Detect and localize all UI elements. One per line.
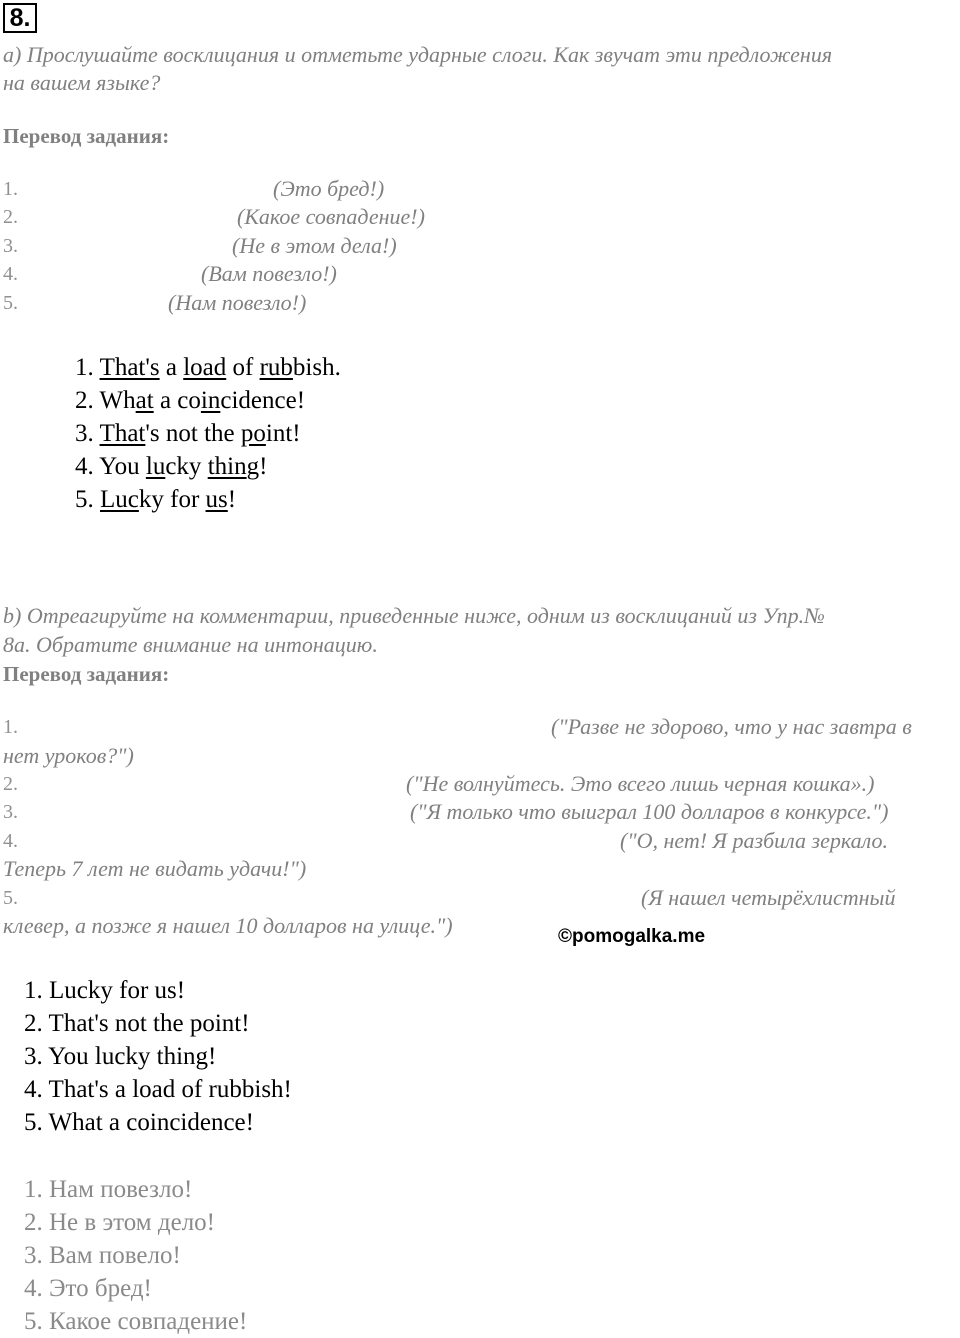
comment-number: 1. [3,716,18,738]
answer-line [75,450,267,483]
translation-text: (Не в этом дела!) [232,233,397,258]
answer-text: 5. [75,486,100,513]
comment-text: ("О, нет! Я разбила зеркало. [620,828,888,853]
stressed-syllable: in [200,387,221,414]
russian-answer-line: 3. Вам повело! [24,1242,181,1269]
answer-text: int! [265,420,301,447]
stressed-syllable: load [183,354,227,381]
translation-text: (Нам повезло!) [168,290,307,315]
answer-line: 1. Lucky for us! [24,977,186,1004]
answer-text: ky for [138,486,206,513]
comment-text: ("Я только что выиграл 100 долларов в конкурсе.") [410,799,889,824]
comment-number: 3. [3,801,18,823]
answer-text: a [159,354,184,381]
stressed-syllable: po [240,420,266,447]
stressed-syllable: us [205,486,228,513]
answer-text: 1. [75,354,100,381]
part-a-task-line-2: на вашем языке? [3,70,161,95]
part-b-task-line-2: 8a. Обратите внимание на интонацию. [3,632,378,657]
part-b-task-line-1: b) Отреагируйте на комментарии, приведенные ниже, одним из восклицаний из Упр.№ [3,603,825,628]
translation-number: 3. [3,235,18,257]
answer-text: 's not the [145,420,241,447]
translation-text: (Какое совпадение!) [237,204,425,229]
translation-number: 1. [3,178,18,200]
stressed-syllable: rub [259,354,293,381]
comment-continuation: нет уроков?") [3,743,134,768]
russian-answer-line: 4. Это бред! [24,1275,152,1302]
watermark: ©pomogalka.me [558,926,706,947]
comment-text: (Я нашел четырёхлистный [641,885,896,910]
translation-number: 5. [3,292,18,314]
russian-answer-line: 5. Какое совпадение! [24,1308,248,1335]
comment-continuation: клевер, а позже я нашел 10 долларов на улице.") [3,913,453,938]
translation-number: 4. [3,263,18,285]
russian-answer-line: 2. Не в этом дело! [24,1209,215,1236]
stressed-syllable: That [99,420,146,447]
answer-text: 3. [75,420,100,447]
translation-text: (Вам повезло!) [201,261,337,286]
part-a-heading: Перевод задания: [3,124,170,148]
stressed-syllable: Luc [100,486,139,513]
stressed-syllable: thin [207,453,247,480]
answer-text: 2. Wh [75,387,136,414]
answer-line [75,483,236,516]
stressed-syllable: lu [145,453,166,480]
russian-answer-line: 1. Нам повезло! [24,1176,193,1203]
answer-line: 5. What a coincidence! [24,1109,254,1136]
comment-number: 2. [3,773,18,795]
part-b-heading: Перевод задания: [3,662,170,686]
answer-line [75,351,341,384]
comment-text: ("Не волнуйтесь. Это всего лишь черная кошка».) [406,771,875,796]
answer-text: bish. [292,354,341,381]
answer-text: cky [165,453,208,480]
answer-text: g! [246,453,268,480]
answer-text: cidence! [220,387,306,414]
answer-line: 4. That's a load of rubbish! [24,1076,292,1103]
translation-text: (Это бред!) [273,176,385,201]
answer-line [75,384,305,417]
answer-line [75,417,301,450]
answer-text: a co [153,387,201,414]
comment-number: 4. [3,830,18,852]
answer-line: 3. You lucky thing! [24,1043,217,1070]
comment-text: ("Разве не здорово, что у нас завтра в [551,714,912,739]
answer-text: 4. You [75,453,146,480]
exercise-number-badge: 8. [3,3,37,33]
stressed-syllable: That's [99,354,160,381]
answer-line: 2. That's not the point! [24,1010,250,1037]
comment-continuation: Теперь 7 лет не видать удачи!") [3,856,307,881]
translation-number: 2. [3,206,18,228]
part-a-task-line-1: a) Прослушайте восклицания и отметьте ударные слоги. Как звучат эти предложения [3,42,833,67]
stressed-syllable: at [135,387,154,414]
comment-number: 5. [3,887,18,909]
answer-text: of [226,354,260,381]
answer-text: ! [227,486,237,513]
